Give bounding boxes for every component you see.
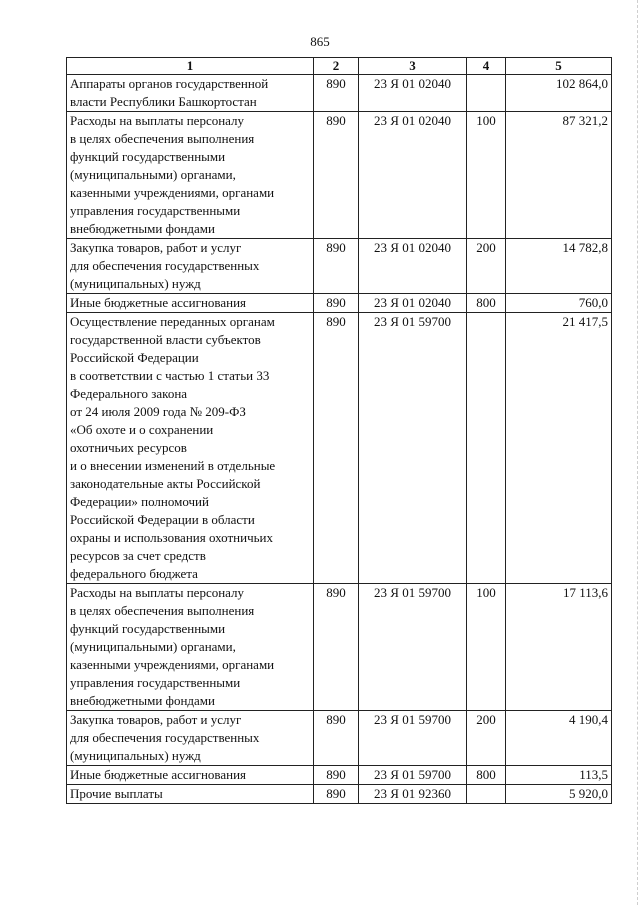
row-name-text: Иные бюджетные ассигнования (70, 767, 247, 782)
row-sum: 113,5 (506, 766, 612, 785)
table-row (67, 239, 612, 294)
row-name (67, 584, 314, 711)
row-csr: 23 Я 01 59700 (359, 313, 467, 584)
table-row (67, 112, 612, 239)
row-ved: 890 (314, 75, 359, 112)
row-ved: 890 (314, 785, 359, 804)
row-name (67, 313, 314, 584)
row-vr: 200 (467, 711, 506, 766)
row-csr: 23 Я 01 02040 (359, 294, 467, 313)
row-ved: 890 (314, 711, 359, 766)
row-name (67, 294, 314, 313)
header-col-2: 2 (314, 58, 359, 75)
row-vr (467, 785, 506, 804)
row-sum: 4 190,4 (506, 711, 612, 766)
row-vr (467, 313, 506, 584)
header-col-1: 1 (67, 58, 314, 75)
row-csr: 23 Я 01 02040 (359, 239, 467, 294)
row-sum: 87 321,2 (506, 112, 612, 239)
row-vr: 800 (467, 766, 506, 785)
row-name-text: Расходы на выплаты персоналу в целях обеспечения выполнения функций государственными (муниципальными) органами, казенными учреждениями, органами управления государственными внебюджетными фондами (70, 585, 275, 708)
table-row (67, 785, 612, 804)
row-sum: 14 782,8 (506, 239, 612, 294)
table-row (67, 313, 612, 584)
row-ved: 890 (314, 239, 359, 294)
table-row (67, 294, 612, 313)
row-name-text: Аппараты органов государственной власти Республики Башкортостан (70, 76, 269, 109)
row-vr: 100 (467, 112, 506, 239)
row-csr: 23 Я 01 59700 (359, 584, 467, 711)
row-vr: 200 (467, 239, 506, 294)
row-csr: 23 Я 01 02040 (359, 112, 467, 239)
row-name (67, 711, 314, 766)
table-row (67, 584, 612, 711)
header-col-5: 5 (506, 58, 612, 75)
row-ved: 890 (314, 294, 359, 313)
row-name-text: Расходы на выплаты персоналу в целях обеспечения выполнения функций государственными (муниципальными) органами, казенными учреждениями, органами управления государственными внебюджетными фондами (70, 113, 275, 236)
page-number: 865 (310, 34, 330, 49)
row-name (67, 112, 314, 239)
row-sum: 102 864,0 (506, 75, 612, 112)
row-name-text: Осуществление переданных органам государственной власти субъектов Российской Федерации в соответствии с частью 1 статьи 33 Федерального закона от 24 июля 2009 года № 209-ФЗ «Об охоте и о сохранении охотничьих ресурсов и о внесении изменений в отдельные законодательные акты Российской Федерации» полномочий Российской Федерации в области охраны и использования охотничьих ресурсов за счет средств федерального бюджета (70, 314, 276, 581)
row-sum: 21 417,5 (506, 313, 612, 584)
budget-table (66, 57, 612, 804)
row-ved: 890 (314, 112, 359, 239)
row-vr: 800 (467, 294, 506, 313)
row-name (67, 75, 314, 112)
page-edge (636, 0, 638, 905)
table-row (67, 711, 612, 766)
row-vr (467, 75, 506, 112)
header-row (67, 58, 612, 75)
row-csr: 23 Я 01 59700 (359, 711, 467, 766)
header-col-4: 4 (467, 58, 506, 75)
row-sum: 760,0 (506, 294, 612, 313)
row-ved: 890 (314, 766, 359, 785)
row-name (67, 766, 314, 785)
row-csr: 23 Я 01 02040 (359, 75, 467, 112)
table-row (67, 766, 612, 785)
row-name (67, 239, 314, 294)
row-sum: 17 113,6 (506, 584, 612, 711)
row-name (67, 785, 314, 804)
row-sum: 5 920,0 (506, 785, 612, 804)
row-name-text: Закупка товаров, работ и услуг для обеспечения государственных (муниципальных) нужд (70, 712, 260, 763)
table-row (67, 75, 612, 112)
header-col-3: 3 (359, 58, 467, 75)
row-csr: 23 Я 01 59700 (359, 766, 467, 785)
row-ved: 890 (314, 313, 359, 584)
row-name-text: Прочие выплаты (70, 786, 163, 801)
row-csr: 23 Я 01 92360 (359, 785, 467, 804)
row-name-text: Иные бюджетные ассигнования (70, 295, 247, 310)
row-ved: 890 (314, 584, 359, 711)
row-vr: 100 (467, 584, 506, 711)
row-name-text: Закупка товаров, работ и услуг для обеспечения государственных (муниципальных) нужд (70, 240, 260, 291)
